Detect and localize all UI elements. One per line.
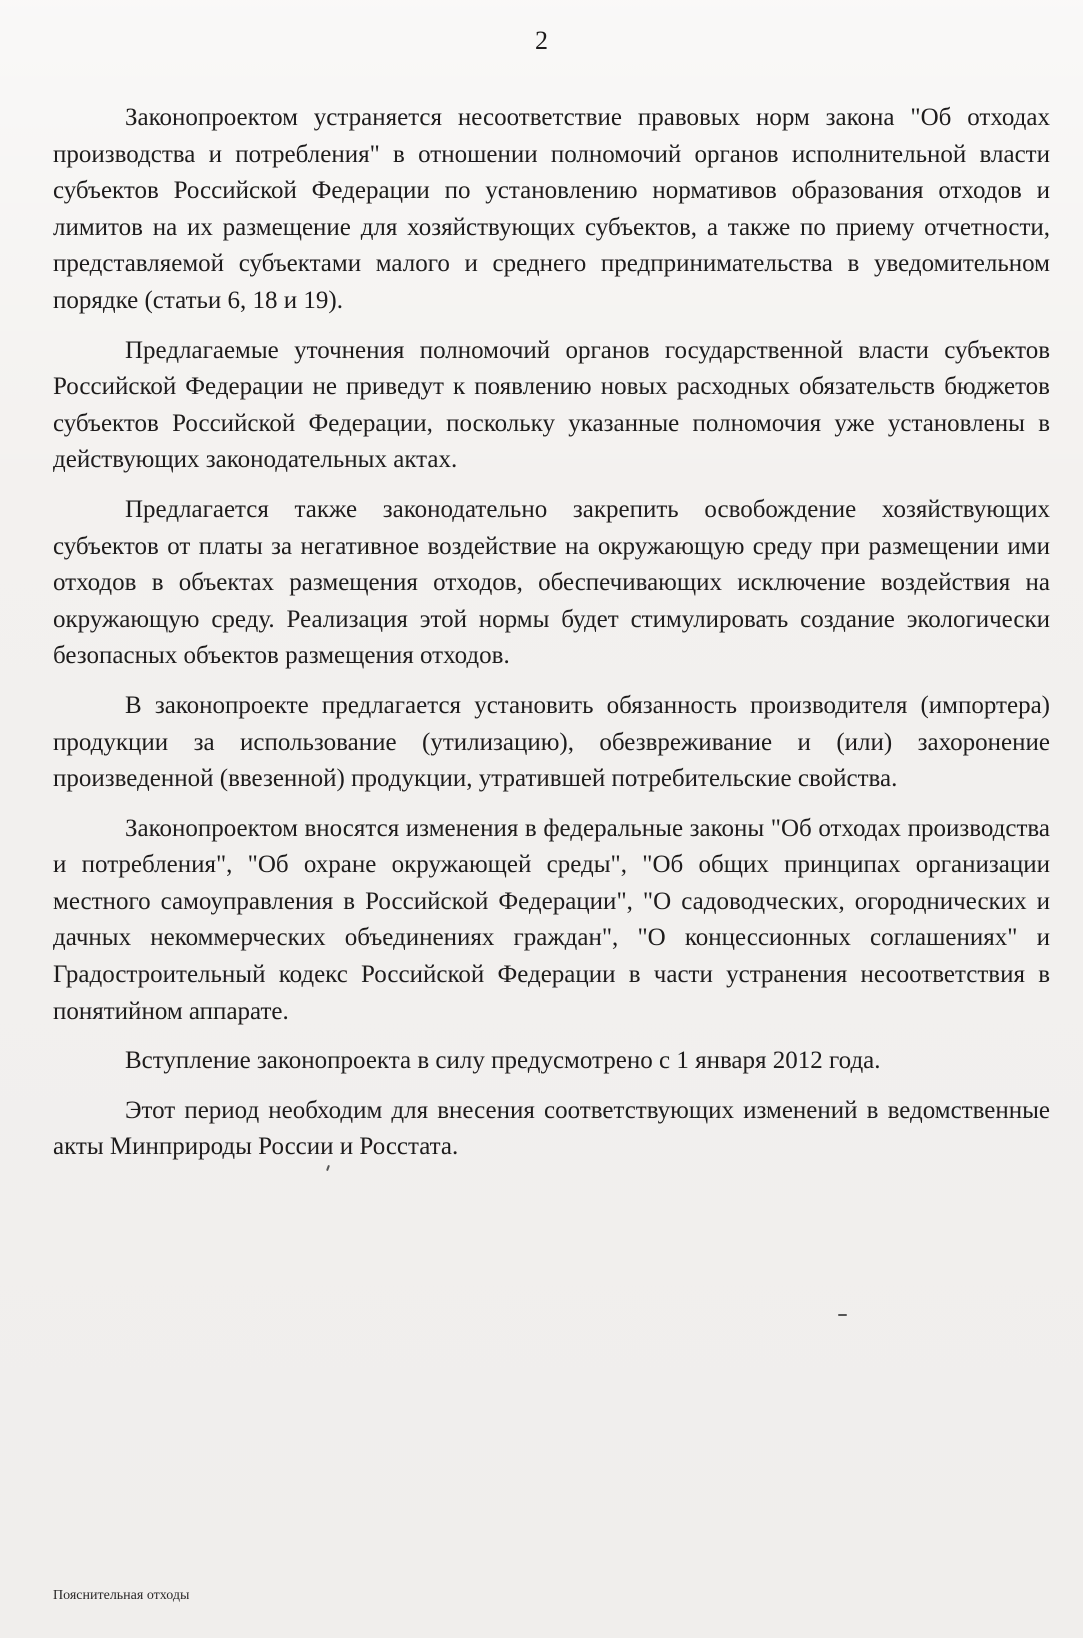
footer-filename: Пояснительная отходы [53, 1588, 190, 1603]
paragraph-5: Законопроектом вносятся изменения в федеральные законы "Об отходах производства и потребления", "Об охране окружающей среды", "Об общих принципах организации местного самоуправления в Российской Федерации", "О садоводческих, огороднических и дачных некоммерческих объединениях граждан", "О концессионных соглашениях" и Градостроительный кодекс Российской Федерации в части устранения несоответствия в понятийном аппарате. [53, 814, 1050, 1025]
scan-speck [838, 1314, 847, 1316]
paragraph-4: В законопроекте предлагается установить обязанность производителя (импортера) продукции за использование (утилизацию), обезвреживание и (или) захоронение произведенной (ввезенной) продукции, утратившей потребительские свойства. [53, 691, 1050, 793]
page-number: 2 [535, 26, 548, 55]
paragraph-6: Вступление законопроекта в силу предусмотрено с 1 января 2012 года. [125, 1047, 881, 1075]
paragraph-7: Этот период необходим для внесения соответствующих изменений в ведомственные акты Минприроды России и Росстата. [53, 1096, 1050, 1161]
paragraph-1: Законопроектом устраняется несоответствие правовых норм закона "Об отходах производства и потребления" в отношении полномочий органов исполнительной власти субъектов Российской Федерации по установлению нормативов образования отходов и лимитов на их размещение для хозяйствующих субъектов, а также по приему отчетности, представляемой субъектами малого и среднего предпринимательства в уведомительном порядке (статьи 6, 18 и 19). [53, 104, 1050, 314]
paragraph-2: Предлагаемые уточнения полномочий органов государственной власти субъектов Российской Федерации не приведут к появлению новых расходных обязательств бюджетов субъектов Российской Федерации, поскольку указанные полномочия уже установлены в действующих законодательных актах. [53, 336, 1050, 474]
document-body [53, 100, 1050, 1179]
paragraph-3: Предлагается также законодательно закрепить освобождение хозяйствующих субъектов от платы за негативное воздействие на окружающую среду при размещении ими отходов в объектах размещения отходов, обеспечивающих исключение воздействия на окружающую среду. Реализация этой нормы будет стимулировать создание экологически безопасных объектов размещения отходов. [53, 495, 1050, 670]
